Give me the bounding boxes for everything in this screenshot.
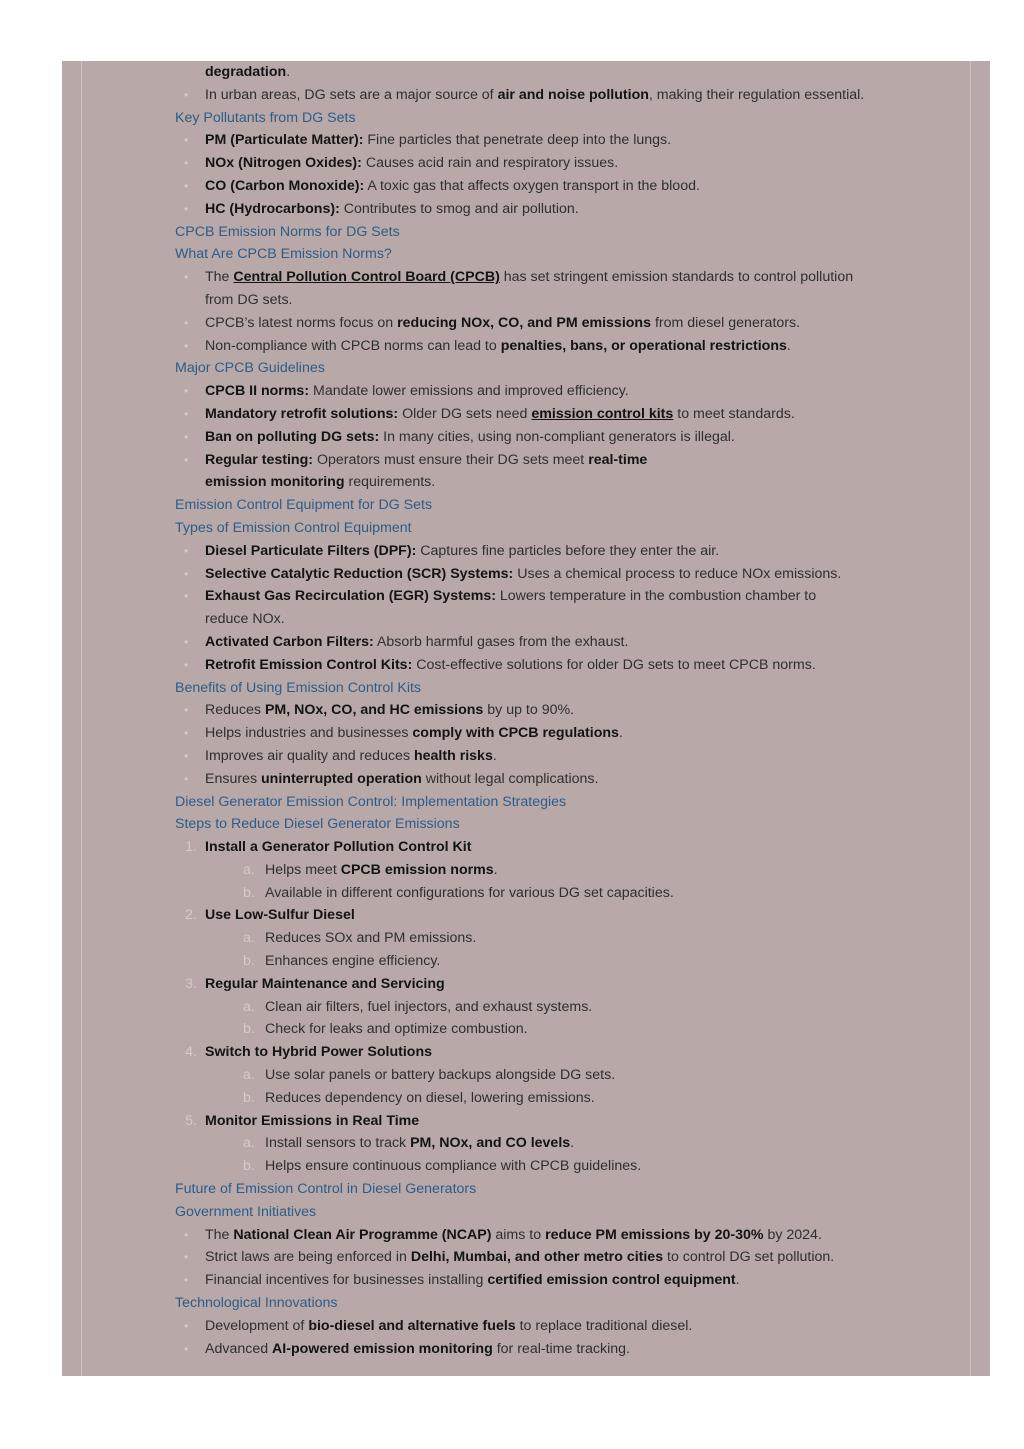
subheading-what-are-norms: What Are CPCB Emission Norms? — [175, 246, 392, 263]
list-item: • PM (Particulate Matter): Fine particles that penetrate deep into the lungs. — [175, 129, 875, 152]
substep-item: a. Install sensors to track PM, NOx, and CO levels. — [243, 1135, 575, 1152]
list-item: • Mandatory retrofit solutions: Older DG sets need emission control kits to meet standards. — [175, 403, 875, 426]
substep-item: b. Helps ensure continuous compliance with CPCB guidelines. — [243, 1158, 642, 1175]
substep-item: a. Reduces SOx and PM emissions. — [243, 930, 477, 947]
step-item: 5. Monitor Emissions in Real Time a. Install sensors to track PM, NOx, and CO levels. b. Helps ensure continuous compliance with CPCB guidelines. — [175, 1110, 875, 1178]
substep-item: b. Available in different configurations for various DG set capacities. — [243, 884, 674, 901]
list-item: • CPCB II norms: Mandate lower emissions and improved efficiency. — [175, 380, 875, 403]
substep-list — [235, 996, 875, 1042]
steps-list — [175, 836, 875, 1178]
section-heading-equipment: Emission Control Equipment for DG Sets — [175, 497, 433, 514]
section-heading-key-pollutants: Key Pollutants from DG Sets — [175, 109, 356, 126]
section-heading-strategies: Diesel Generator Emission Control: Implementation Strategies — [175, 793, 567, 810]
list-item: • CPCB’s latest norms focus on reducing NOx, CO, and PM emissions from diesel generators. — [175, 312, 875, 335]
list-item: • Regular testing: Operators must ensure their DG sets meet real-time emission monitoring requirements. — [175, 449, 705, 495]
section-heading-guidelines: Major CPCB Guidelines — [175, 360, 325, 377]
panel-left-rule — [81, 61, 82, 1376]
panel-right-rule — [970, 61, 971, 1376]
list-item: • Ban on polluting DG sets: In many cities, using non-compliant generators is illegal. — [175, 426, 875, 449]
substep-item: a. Helps meet CPCB emission norms. — [243, 861, 498, 878]
list-item: • Exhaust Gas Recirculation (EGR) Systems: Lowers temperature in the combustion chamber to reduce NOx. — [175, 585, 845, 631]
list-item: • Advanced AI-powered emission monitoring for real-time tracking. — [175, 1338, 875, 1361]
subheading-equipment-types: Types of Emission Control Equipment — [175, 519, 412, 536]
guidelines-list — [175, 380, 875, 494]
section-heading-cpcb-norms: CPCB Emission Norms for DG Sets — [175, 223, 400, 240]
list-item: • Development of bio-diesel and alternative fuels to replace traditional diesel. — [175, 1315, 875, 1338]
pollutants-list — [175, 129, 875, 220]
section-heading-benefits: Benefits of Using Emission Control Kits — [175, 679, 422, 696]
intro-continuation: degradation. — [205, 64, 291, 80]
list-item: • CO (Carbon Monoxide): A toxic gas that affects oxygen transport in the blood. — [175, 175, 875, 198]
list-item: • Activated Carbon Filters: Absorb harmful gases from the exhaust. — [175, 631, 875, 654]
step-item: 1. Install a Generator Pollution Control Kit a. Helps meet CPCB emission norms. b. Available in different configurations for various DG set capacities. — [175, 836, 875, 904]
substep-item: b. Reduces dependency on diesel, lowering emissions. — [243, 1089, 595, 1106]
list-item: • Selective Catalytic Reduction (SCR) Systems: Uses a chemical process to reduce NOx emissions. — [175, 563, 875, 586]
substep-list — [235, 1132, 875, 1178]
subheading-steps: Steps to Reduce Diesel Generator Emissions — [175, 816, 460, 833]
list-item: • Strict laws are being enforced in Delhi, Mumbai, and other metro cities to control DG set pollution. — [175, 1246, 875, 1269]
substep-list — [235, 859, 875, 905]
substep-item: b. Check for leaks and optimize combustion. — [243, 1021, 528, 1038]
list-item: • Financial incentives for businesses installing certified emission control equipment. — [175, 1269, 875, 1292]
cpcb-link[interactable]: Central Pollution Control Board (CPCB) — [233, 269, 500, 286]
government-list — [175, 1224, 875, 1292]
equipment-list — [175, 540, 875, 677]
benefits-list — [175, 699, 875, 790]
list-item: • The Central Pollution Control Board (CPCB) has set stringent emission standards to control pollution from DG sets. — [175, 266, 875, 312]
list-item: • Helps industries and businesses comply with CPCB regulations. — [175, 722, 875, 745]
substep-item: a. Clean air filters, fuel injectors, and exhaust systems. — [243, 998, 593, 1015]
substep-item: a. Use solar panels or battery backups alongside DG sets. — [243, 1067, 616, 1084]
substep-list — [235, 927, 875, 973]
list-item: • Ensures uninterrupted operation without legal complications. — [175, 768, 875, 791]
list-item: • Reduces PM, NOx, CO, and HC emissions by up to 90%. — [175, 699, 875, 722]
emission-kits-link[interactable]: emission control kits — [531, 405, 674, 422]
technology-list — [175, 1315, 875, 1361]
list-item: • Diesel Particulate Filters (DPF): Captures fine particles before they enter the air. — [175, 540, 875, 563]
step-item: 3. Regular Maintenance and Servicing a. Clean air filters, fuel injectors, and exhaust systems. b. Check for leaks and optimize combustion. — [175, 973, 875, 1041]
substep-list — [235, 1064, 875, 1110]
list-item: • In urban areas, DG sets are a major source of air and noise pollution, making their regulation essential. — [175, 84, 875, 107]
subheading-government: Government Initiatives — [175, 1203, 317, 1220]
step-item: 2. Use Low-Sulfur Diesel a. Reduces SOx and PM emissions. b. Enhances engine efficiency. — [175, 904, 875, 972]
list-item: • NOx (Nitrogen Oxides): Causes acid rain and respiratory issues. — [175, 152, 875, 175]
list-item: • Retrofit Emission Control Kits: Cost-effective solutions for older DG sets to meet CPCB norms. — [175, 654, 875, 677]
subheading-technology: Technological Innovations — [175, 1295, 338, 1312]
intro-list — [175, 61, 875, 107]
cpcb-list — [175, 266, 875, 357]
section-heading-future: Future of Emission Control in Diesel Generators — [175, 1181, 477, 1198]
list-item: • Improves air quality and reduces health risks. — [175, 745, 875, 768]
substep-item: b. Enhances engine efficiency. — [243, 953, 441, 970]
article-body — [175, 61, 875, 1360]
content-panel — [62, 61, 990, 1376]
list-item: • HC (Hydrocarbons): Contributes to smog and air pollution. — [175, 198, 875, 221]
list-item: • The National Clean Air Programme (NCAP) aims to reduce PM emissions by 20-30% by 2024. — [175, 1224, 875, 1247]
list-item: • Non-compliance with CPCB norms can lead to penalties, bans, or operational restrictions. — [175, 335, 875, 358]
step-item: 4. Switch to Hybrid Power Solutions a. Use solar panels or battery backups alongside DG sets. b. Reduces dependency on diesel, lowering emissions. — [175, 1041, 875, 1109]
